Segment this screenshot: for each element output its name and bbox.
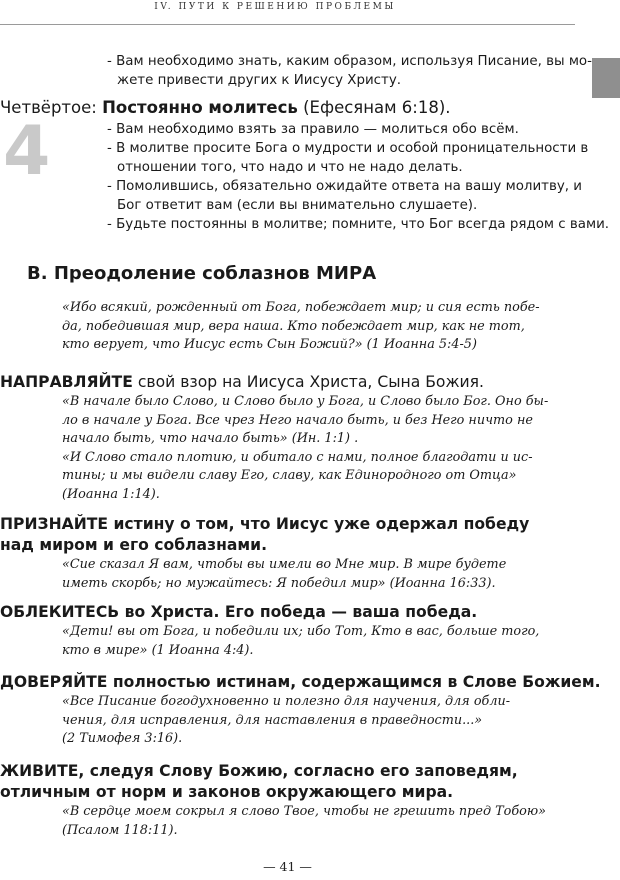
block-trust-scripture — [0, 672, 601, 749]
step-number-graphic: 4 — [3, 112, 51, 191]
quote-line: кто верует, что Иисус есть Сын Божий?» (1 Иоанна 5:4-5) — [62, 337, 477, 353]
quote-line: (2 Тимофея 3:16). — [62, 731, 183, 747]
list-line: - В молитве просите Бога о мудрости и особой проницательности в — [107, 141, 589, 156]
quote-line: кто в мире» (1 Иоанна 4:4). — [62, 642, 254, 658]
block-heading — [0, 514, 529, 535]
list-line: - Помолившись, обязательно ожидайте ответа на вашу молитву, и — [107, 179, 582, 194]
quote-line: «И Слово стало плотию, и обитало с нами, полное благодати и ис- — [62, 449, 533, 465]
quote-line: ло в начале у Бога. Все чрез Него начало быть, и без Него ничто не — [62, 412, 533, 428]
intro-line: - Вам необходимо знать, каким образом, используя Писание, вы мо- — [107, 54, 592, 69]
section-title: В. Преодоление соблазнов МИРА — [27, 263, 377, 284]
list-line: отношении того, что надо и что не надо делать. — [117, 160, 463, 175]
heading-keyword: ЖИВИТЕ — [0, 762, 79, 780]
heading-keyword: НАПРАВЛЯЙТЕ — [0, 373, 133, 391]
page-number: — 41 — — [263, 859, 312, 874]
quote-line: «Сие сказал Я вам, чтобы вы имели во Мне мир. В мире будете — [62, 557, 507, 572]
step-four-list — [107, 120, 609, 234]
block-heading — [0, 761, 546, 782]
block-quote — [62, 803, 546, 840]
block-quote — [62, 693, 601, 749]
quote-line: иметь скорбь; но мужайтесь: Я победил мир» (Иоанна 16:33). — [62, 575, 496, 591]
block-quote — [62, 623, 539, 660]
heading-text: , следуя Слову Божию, согласно его заповедям, — [78, 762, 518, 780]
step-title: Постоянно молитесь — [102, 98, 298, 117]
quote-line: тины; и мы видели славу Его, славу, как Единородного от Отца» — [62, 468, 517, 484]
quote-line: «Ибо всякий, рожденный от Бога, побеждает мир; и сия есть побе- — [62, 300, 540, 315]
heading-keyword: ПРИЗНАЙТЕ — [0, 515, 109, 533]
quote-line: чения, для исправления, для наставления в праведности...» — [62, 712, 483, 728]
section-quote — [62, 299, 540, 355]
block-heading — [0, 602, 539, 623]
block-quote — [62, 393, 548, 505]
step-reference: (Ефесянам 6:18). — [303, 98, 451, 117]
block-live-by-word — [0, 761, 546, 840]
block-look-to-christ — [0, 372, 548, 505]
step-four-heading — [0, 97, 451, 119]
quote-line: «Дети! вы от Бога, и победили их; ибо Тот, Кто в вас, больше того, — [62, 624, 540, 639]
block-put-on-christ — [0, 602, 539, 660]
quote-line: начало быть, что начало быть» (Ин. 1:1) . — [62, 431, 359, 447]
quote-line: да, победившая мир, вера наша. Кто побеждает мир, как не тот, — [62, 318, 525, 334]
quote-line: (Иоанна 1:14). — [62, 486, 160, 502]
list-line: - Вам необходимо взять за правило — молиться обо всём. — [107, 122, 519, 137]
heading-text: полностью истинам, содержащимся в Слове Божием. — [107, 673, 601, 691]
block-heading-cont: над миром и его соблазнами. — [0, 536, 268, 554]
quote-line: (Псалом 118:11). — [62, 822, 178, 838]
step-prefix: Четвёртое: — [0, 98, 97, 117]
header-divider — [0, 24, 575, 25]
heading-text: истину о том, что Иисус уже одержал победу — [108, 515, 530, 533]
heading-keyword: ОБЛЕКИТЕСЬ — [0, 603, 120, 621]
list-line: Бог ответит вам (если вы внимательно слушаете). — [117, 198, 478, 213]
heading-keyword: ДОВЕРЯЙТЕ — [0, 673, 108, 691]
running-header: IV. ПУТИ К РЕШЕНИЮ ПРОБЛЕМЫ — [154, 2, 396, 12]
block-heading — [0, 672, 601, 693]
block-heading-cont: отличным от норм и законов окружающего мира. — [0, 783, 454, 801]
quote-line: «Все Писание богодухновенно и полезно для научения, для обли- — [62, 694, 511, 709]
block-quote — [62, 556, 529, 593]
intro-list-item — [107, 52, 592, 90]
list-line: - Будьте постоянны в молитве; помните, что Бог всегда рядом с вами. — [107, 217, 610, 232]
block-acknowledge-victory — [0, 514, 529, 593]
chapter-side-tab — [592, 58, 620, 98]
quote-line: «В сердце моем сокрыл я слово Твое, чтобы не грешить пред Тобою» — [62, 804, 546, 819]
quote-line: «В начале было Слово, и Слово было у Бога, и Слово было Бог. Оно бы- — [62, 394, 549, 409]
heading-text: во Христа. Его победа — ваша победа. — [119, 603, 478, 621]
block-heading — [0, 372, 548, 393]
intro-line: жете привести других к Иисусу Христу. — [117, 73, 402, 88]
heading-text: свой взор на Иисуса Христа, Сына Божия. — [132, 373, 484, 391]
